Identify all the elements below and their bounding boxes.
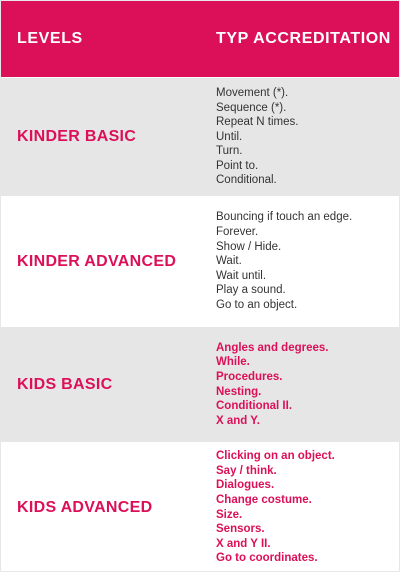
list-item: Dialogues.	[216, 479, 275, 492]
table-row-kinder-basic	[1, 78, 399, 197]
table-row-kids-advanced	[1, 443, 399, 572]
list-item: Angles and degrees.	[216, 341, 329, 354]
list-item: Sensors.	[216, 523, 265, 536]
list-item: Until.	[216, 130, 243, 143]
accreditation-list	[216, 443, 399, 572]
list-item: Nesting.	[216, 385, 262, 398]
list-item: Point to.	[216, 159, 259, 172]
accreditation-list	[216, 78, 399, 196]
level-name: KIDS ADVANCED	[17, 498, 153, 516]
list-item: Go to coordinates.	[216, 552, 318, 565]
list-item: Conditional II.	[216, 400, 293, 413]
table-header	[1, 1, 399, 78]
list-item: Movement (*).	[216, 86, 289, 99]
accreditation-list	[216, 327, 399, 442]
list-item: Sequence (*).	[216, 101, 287, 114]
table-row-kids-basic	[1, 327, 399, 443]
accreditation-list	[216, 197, 399, 326]
header-levels: LEVELS	[17, 30, 83, 47]
list-item: Bouncing if touch an edge.	[216, 211, 353, 224]
list-item: Turn.	[216, 145, 243, 158]
list-item: Change costume.	[216, 493, 312, 506]
list-item: Wait.	[216, 255, 242, 268]
list-item: While.	[216, 356, 250, 369]
list-item: Clicking on an object.	[216, 450, 335, 463]
list-item: Wait until.	[216, 269, 267, 282]
list-item: Forever.	[216, 226, 259, 239]
list-item: Say / think.	[216, 464, 277, 477]
list-item: Repeat N times.	[216, 116, 299, 129]
list-item: Go to an object.	[216, 298, 298, 311]
list-item: Procedures.	[216, 370, 283, 383]
list-item: X and Y.	[216, 414, 260, 427]
level-name: KINDER ADVANCED	[17, 252, 177, 270]
list-item: Show / Hide.	[216, 240, 282, 253]
level-name: KIDS BASIC	[17, 375, 113, 393]
list-item: Play a sound.	[216, 284, 286, 297]
list-item: Conditional.	[216, 174, 277, 187]
list-item: X and Y II.	[216, 537, 271, 550]
list-item: Size.	[216, 508, 243, 521]
table-row-kinder-advanced	[1, 197, 399, 327]
header-accreditation: TYP ACCREDITATION	[216, 30, 391, 47]
level-name: KINDER BASIC	[17, 128, 137, 145]
